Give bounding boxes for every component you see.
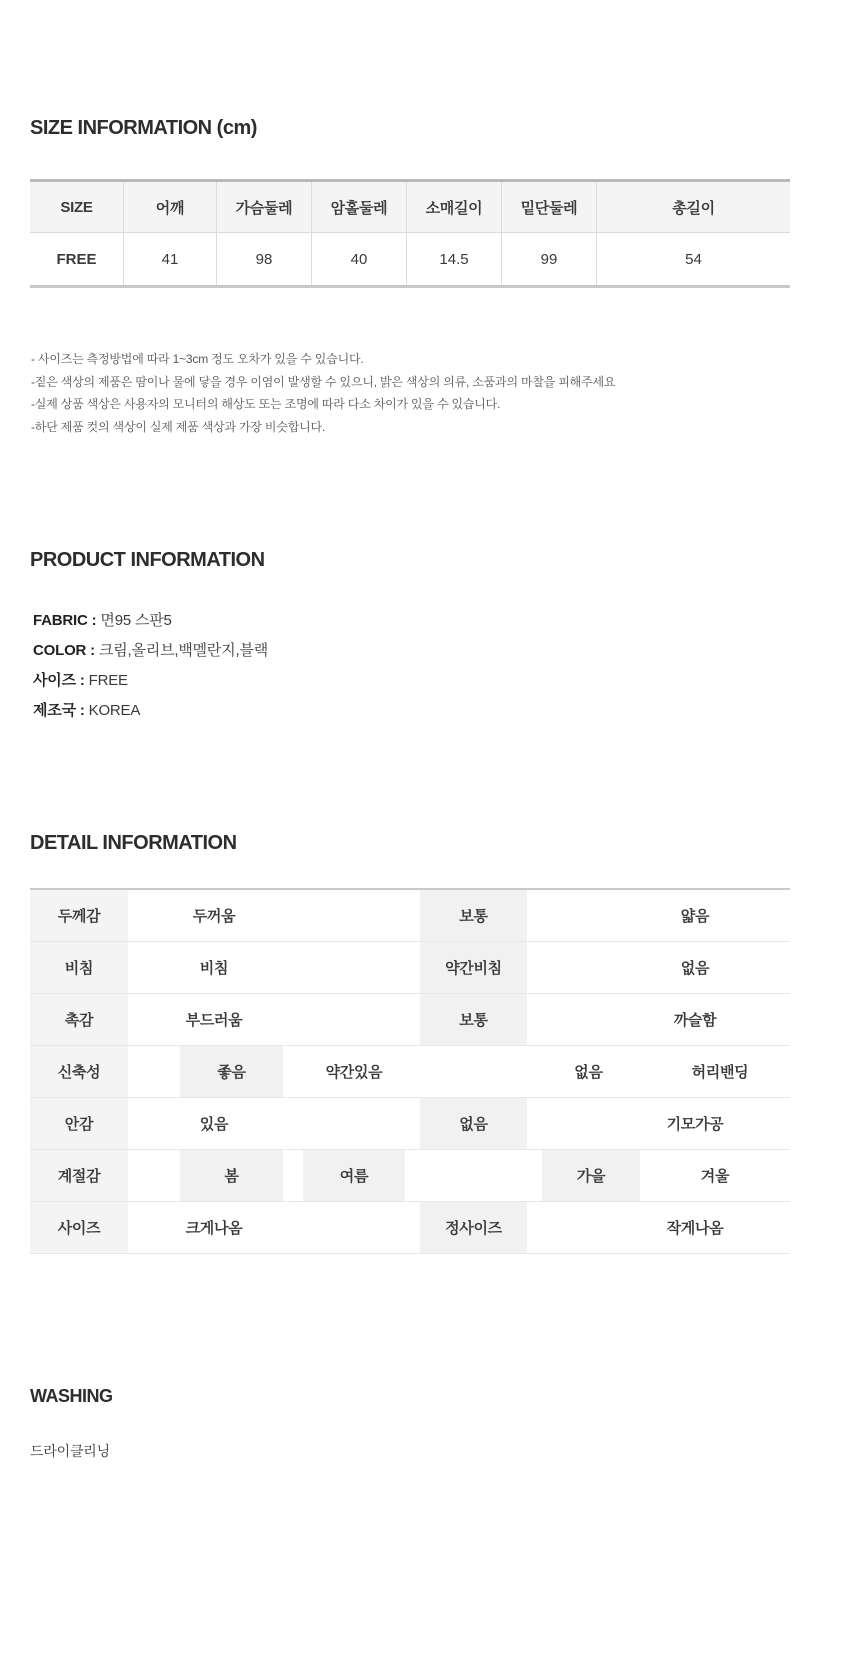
size-notes (31, 348, 615, 438)
detail-row-label: 계절감 (30, 1150, 128, 1201)
detail-option: 있음 (199, 1116, 229, 1133)
detail-spacer (300, 1098, 420, 1149)
detail-option: 작게나옴 (666, 1220, 724, 1237)
size-header-armhole: 암홀둘레 (311, 182, 406, 232)
size-value-length: 54 (596, 233, 790, 285)
note-line: -짙은 색상의 제품은 땀이나 물에 닿을 경우 이염이 발생할 수 있으니, 밝은 색상의 의류, 소품과의 마찰을 피해주세요 (31, 374, 616, 389)
detail-row-label: 안감 (30, 1098, 128, 1149)
detail-option-selected: 봄 (180, 1150, 283, 1201)
detail-information-heading: DETAIL INFORMATION (30, 832, 237, 854)
detail-row-texture (30, 994, 790, 1046)
detail-option: 두꺼움 (192, 908, 236, 925)
note-line: -하단 제품 컷의 색상이 실제 제품 색상과 가장 비슷합니다. (31, 419, 326, 434)
detail-option: 겨울 (700, 1168, 730, 1185)
size-value-shoulder: 41 (123, 233, 216, 285)
detail-option: 허리밴딩 (691, 1064, 749, 1081)
fabric-value: 면95 스판5 (100, 612, 172, 629)
washing-heading: WASHING (30, 1386, 113, 1406)
detail-option: 없음 (680, 960, 710, 977)
detail-option: 까슬함 (673, 1012, 717, 1029)
detail-spacer (300, 994, 420, 1045)
size-value: FREE (88, 672, 128, 689)
detail-row-label: 두께감 (30, 890, 128, 941)
detail-row-lining (30, 1098, 790, 1150)
detail-spacer (527, 1202, 600, 1253)
detail-option-selected: 없음 (420, 1098, 527, 1149)
product-item-color (33, 636, 268, 666)
size-header-size: SIZE (60, 198, 93, 216)
detail-spacer (300, 890, 420, 941)
detail-spacer (527, 890, 600, 941)
product-info-list (33, 606, 268, 726)
size-header-hem: 밑단둘레 (501, 182, 596, 232)
detail-spacer (300, 1202, 420, 1253)
detail-spacer (527, 994, 600, 1045)
product-item-origin (33, 696, 268, 726)
detail-option-selected: 약간비침 (420, 942, 527, 993)
size-header-length: 총길이 (596, 182, 790, 232)
product-item-size (33, 666, 268, 696)
note-line: -실제 상품 색상은 사용자의 모니터의 해상도 또는 조명에 따라 다소 차이가 있을 수 있습니다. (31, 397, 501, 411)
note-line: - 사이즈는 측정방법에 따라 1~3cm 정도 오차가 있을 수 있습니다. (31, 352, 364, 366)
detail-row-sheerness (30, 942, 790, 994)
detail-spacer (300, 942, 420, 993)
detail-spacer (425, 1046, 527, 1097)
detail-option: 비침 (199, 960, 229, 977)
detail-spacer (527, 1098, 600, 1149)
size-value-sleeve: 14.5 (406, 233, 501, 285)
detail-option: 크게나옴 (185, 1220, 243, 1237)
size-value-hem: 99 (501, 233, 596, 285)
product-item-fabric (33, 606, 268, 636)
detail-row-label: 사이즈 (30, 1202, 128, 1253)
size-table-data-row (30, 233, 790, 285)
color-label: COLOR : (33, 642, 95, 659)
detail-option: 부드러움 (185, 1012, 243, 1029)
detail-option-selected: 보통 (420, 994, 527, 1045)
size-header-sleeve: 소매길이 (406, 182, 501, 232)
size-table (30, 179, 790, 288)
fabric-label: FABRIC : (33, 612, 97, 629)
product-information-heading: PRODUCT INFORMATION (30, 549, 265, 571)
detail-spacer (283, 1150, 303, 1201)
detail-row-label: 촉감 (30, 994, 128, 1045)
size-value-armhole: 40 (311, 233, 406, 285)
detail-spacer (405, 1150, 542, 1201)
size-header-chest: 가슴둘레 (216, 182, 311, 232)
washing-instruction: 드라이클리닝 (30, 1443, 110, 1459)
detail-row-season (30, 1150, 790, 1202)
detail-row-fit (30, 1202, 790, 1254)
detail-row-label: 신축성 (30, 1046, 128, 1097)
detail-option: 얇음 (680, 908, 710, 925)
detail-spacer (128, 1150, 180, 1201)
detail-option-selected: 가을 (542, 1150, 640, 1201)
detail-spacer (527, 942, 600, 993)
origin-value: KOREA (88, 702, 141, 719)
detail-row-thickness (30, 890, 790, 942)
detail-option-selected: 정사이즈 (420, 1202, 527, 1253)
size-table-header-row (30, 182, 790, 233)
detail-option-selected: 보통 (420, 890, 527, 941)
detail-table (30, 888, 790, 1254)
size-value-chest: 98 (216, 233, 311, 285)
detail-option: 기모가공 (666, 1116, 724, 1133)
detail-row-stretch (30, 1046, 790, 1098)
detail-option-selected: 여름 (303, 1150, 405, 1201)
origin-label: 제조국 : (33, 702, 85, 719)
detail-option: 약간있음 (325, 1064, 383, 1081)
size-header-shoulder: 어깨 (123, 182, 216, 232)
detail-spacer (128, 1046, 180, 1097)
color-value: 크림,올리브,백멜란지,블랙 (98, 642, 269, 659)
detail-row-label: 비침 (30, 942, 128, 993)
size-information-heading: SIZE INFORMATION (cm) (30, 117, 257, 139)
size-label: 사이즈 : (33, 672, 85, 689)
size-row-label: FREE (56, 250, 97, 268)
detail-option: 없음 (574, 1064, 603, 1081)
detail-option-selected: 좋음 (180, 1046, 283, 1097)
